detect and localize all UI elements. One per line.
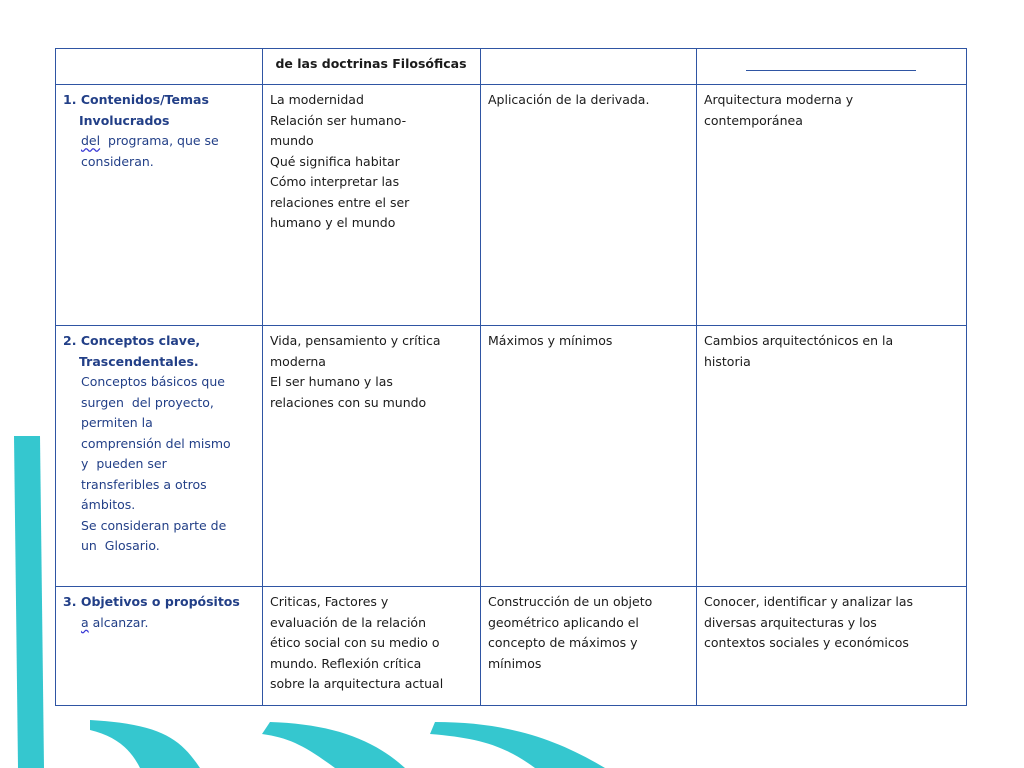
- row-title-line: Involucrados: [79, 112, 170, 128]
- teal-stripe-left-decoration: [0, 0, 60, 768]
- header-cell-4: [697, 49, 967, 85]
- cell-line: mundo: [270, 133, 314, 148]
- row-subtitle-line: surgen del proyecto,: [81, 394, 214, 410]
- row-title-line: Conceptos clave,: [80, 333, 201, 348]
- row-subtitle-line: un Glosario.: [81, 538, 160, 553]
- row-number: 3.: [63, 594, 77, 609]
- row-subtitle-line: y pueden ser: [81, 456, 167, 471]
- teal-swoosh-bottom-decoration: [0, 698, 700, 768]
- table-cell: [481, 587, 697, 706]
- table-cell: [481, 326, 697, 587]
- table-cell: [697, 326, 967, 587]
- header-cell-2: de las doctrinas Filosóficas: [263, 49, 481, 85]
- row-heading-cell: [56, 85, 263, 326]
- cell-line: Relación ser humano-: [270, 112, 407, 128]
- row-title-line: Objetivos o propósitos: [80, 594, 240, 609]
- table-cell: [263, 587, 481, 706]
- table-cell: [697, 587, 967, 706]
- row-subtitle-first-word: a: [81, 614, 89, 630]
- cell-line: geométrico aplicando el: [488, 614, 639, 630]
- cell-line: Aplicación de la derivada.: [488, 92, 650, 107]
- cell-line: relaciones con su mundo: [270, 394, 427, 410]
- row-subtitle-line: permiten la: [81, 415, 153, 430]
- row-title-line: Contenidos/Temas: [80, 92, 209, 107]
- table-cell: [481, 85, 697, 326]
- row-subtitle-first-word: del: [81, 133, 101, 148]
- cell-line: El ser humano y las: [270, 374, 393, 389]
- table-row-objetivos: [56, 587, 967, 706]
- blank-underline: [746, 54, 916, 71]
- table-header-row: [56, 49, 967, 85]
- header-cell-3: [481, 49, 697, 85]
- row-subtitle-line: comprensión del mismo: [81, 435, 231, 451]
- cell-line: mínimos: [488, 655, 542, 671]
- cell-line: concepto de máximos y: [488, 635, 638, 650]
- cell-line: ético social con su medio o: [270, 635, 440, 650]
- table-cell: [697, 85, 967, 326]
- row-subtitle-line: consideran.: [81, 153, 154, 169]
- row-subtitle-line: Conceptos básicos que: [81, 374, 225, 389]
- row-subtitle-text: programa, que se: [100, 133, 219, 148]
- table-cell: [263, 326, 481, 587]
- cell-line: evaluación de la relación: [270, 614, 426, 630]
- row-heading-cell: [56, 326, 263, 587]
- cell-line: La modernidad: [270, 92, 364, 107]
- cell-line: Qué significa habitar: [270, 153, 400, 169]
- cell-line: Máximos y mínimos: [488, 333, 613, 348]
- row-heading-cell: [56, 587, 263, 706]
- row-subtitle-line: Se consideran parte de: [81, 517, 227, 533]
- cell-line: Conocer, identificar y analizar las: [704, 594, 914, 609]
- cell-line: Arquitectura moderna y: [704, 92, 854, 107]
- row-number: 1.: [63, 92, 77, 107]
- row-number: 2.: [63, 333, 77, 348]
- cell-line: contemporánea: [704, 112, 803, 128]
- cell-line: humano y el mundo: [270, 215, 396, 230]
- row-title-line: Trascendentales.: [79, 353, 199, 369]
- cell-line: diversas arquitecturas y los: [704, 614, 877, 630]
- row-subtitle-line: ámbitos.: [81, 497, 136, 512]
- curriculum-table: [55, 48, 967, 706]
- cell-line: Construcción de un objeto: [488, 594, 653, 609]
- cell-line: historia: [704, 353, 751, 369]
- table-cell: [263, 85, 481, 326]
- cell-line: relaciones entre el ser: [270, 194, 410, 210]
- cell-line: contextos sociales y económicos: [704, 635, 909, 650]
- cell-line: moderna: [270, 353, 326, 369]
- row-subtitle-text: alcanzar.: [88, 614, 149, 630]
- cell-line: Criticas, Factores y: [270, 594, 389, 609]
- cell-line: Cómo interpretar las: [270, 174, 400, 189]
- table-row-conceptos: [56, 326, 967, 587]
- cell-line: Cambios arquitectónicos en la: [704, 333, 894, 348]
- row-subtitle-line: transferibles a otros: [81, 476, 207, 492]
- cell-line: sobre la arquitectura actual: [270, 676, 444, 691]
- table-row-contenidos: [56, 85, 967, 326]
- cell-line: mundo. Reflexión crítica: [270, 655, 422, 671]
- header-cell-1: [56, 49, 263, 85]
- cell-line: Vida, pensamiento y crítica: [270, 333, 441, 348]
